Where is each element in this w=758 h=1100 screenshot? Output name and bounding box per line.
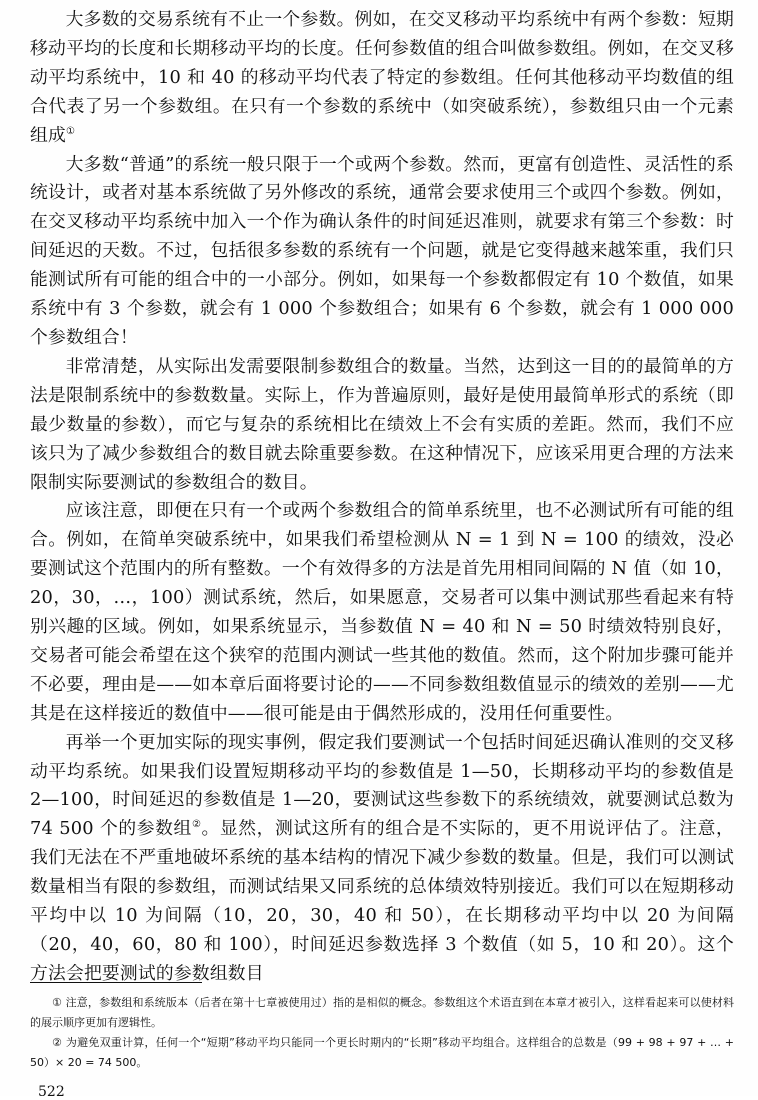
paragraph-2 xyxy=(30,151,734,353)
footnote-ref-2: ② xyxy=(191,819,202,831)
paragraph-3-text: 非常清楚，从实际出发需要限制参数组合的数量。当然，达到这一目的的最简单的方法是限制系统中的参数数量。实际上，作为普遍原则，最好是使用最简单形式的系统（即最少数量的参数），而它与复杂的系统相比在绩效上不会有实质的差距。然而，我们不应该只为了减少参数组合的数目就去除重要参数。在这种情况下，应该采用更合理的方法来限制实际要测试的参数组合的数目。 xyxy=(30,355,734,493)
paragraph-1-text: 大多数的交易系统有不止一个参数。例如，在交叉移动平均系统中有两个参数：短期移动平均的长度和长期移动平均的长度。任何参数值的组合叫做参数组。例如，在交叉移动平均系统中，10 和 40 的移动平均代表了特定的参数组。任何其他移动平均数值的组合代表了另一个参数组。在只有一个参数的系统中（如突破系统），参数组只由一个元素组成 xyxy=(30,9,734,146)
footnote-2: ② 为避免双重计算，任何一个“短期”移动平均只能同一个更长时期内的“长期”移动平均组合。这样组合的总数是（99 + 98 + 97 + … + 50）× 20 = 74 500。 xyxy=(30,1036,734,1069)
paragraph-5-text: 再举一个更加实际的现实事例，假定我们要测试一个包括时间延迟确认准则的交叉移动平均系统。如果我们设置短期移动平均的参数值是 1—50，长期移动平均的参数值是 2—100，时间延迟的参数值是 1—20，要测试这些参数下的系统绩效，就要测试总数为 74 500 个的参数组 xyxy=(30,731,734,840)
paragraph-2-text: 大多数“普通”的系统一般只限于一个或两个参数。然而，更富有创造性、灵活性的系统设计，或者对基本系统做了另外修改的系统，通常会要求使用三个或四个参数。例如，在交叉移动平均系统中加入一个作为确认条件的时间延迟准则，就要求有第三个参数：时间延迟的天数。不过，包括很多参数的系统有一个问题，就是它变得越来越笨重，我们只能测试所有可能的组合中的一小部分。例如，如果每一个参数都假定有 10 个数值，如果系统中有 3 个参数，就会有 1 000 个参数组合；如果有 6 个参数，就会有 1 000 000 个参数组合！ xyxy=(30,153,734,348)
paragraph-1 xyxy=(30,6,734,151)
page-number: 522 xyxy=(38,1084,65,1100)
paragraph-5 xyxy=(30,729,734,989)
paragraph-4-text: 应该注意，即便在只有一个或两个参数组合的简单系统里，也不必测试所有可能的组合。例如，在简单突破系统中，如果我们希望检测从 N = 1 到 N = 100 的绩效，没必要测试这个范围内的所有整数。一个有效得多的方法是首先用相同间隔的 N 值（如 10，20，30，…，100）测试系统，然后，如果愿意，交易者可以集中测试那些看起来有特别兴趣的区域。例如，如果系统显示，当参数值 N = 40 和 N = 50 时绩效特别良好，交易者可能会希望在这个狭窄的范围内测试一些其他的数值。然而，这个附加步骤可能并不必要，理由是——如本章后面将要讨论的——不同参数组数值显示的绩效的差别——尤其是在这样接近的数值中——很可能是由于偶然形成的，没用任何重要性。 xyxy=(30,500,734,724)
body-text xyxy=(30,6,734,989)
footnote-ref-1: ① xyxy=(65,125,76,137)
footnote-1: ① 注意，参数组和系统版本（后者在第十七章被使用过）指的是相似的概念。参数组这个术语直到在本章才被引入，这样看起来可以使材料的展示顺序更加有逻辑性。 xyxy=(30,996,734,1029)
paragraph-3 xyxy=(30,353,734,498)
paragraph-4 xyxy=(30,497,734,728)
footnotes xyxy=(30,993,734,1073)
footnote-divider xyxy=(30,982,202,983)
paragraph-5-tail: 。显然，测试这所有的组合是不实际的，更不用说评估了。注意，我们无法在不严重地破坏系统的基本结构的情况下减少参数的数量。但是，我们可以测试数量相当有限的参数组，而测试结果又同系统的总体绩效特别接近。我们可以在短期移动平均中以 10 为间隔（10，20，30，40 和 50），在长期移动平均中以 20 为间隔（20，40，60，80 和 100），时间延迟参数选择 3 个数值（如 5，10 和 20）。这个方法会把要测试的参数组数目 xyxy=(30,818,734,984)
